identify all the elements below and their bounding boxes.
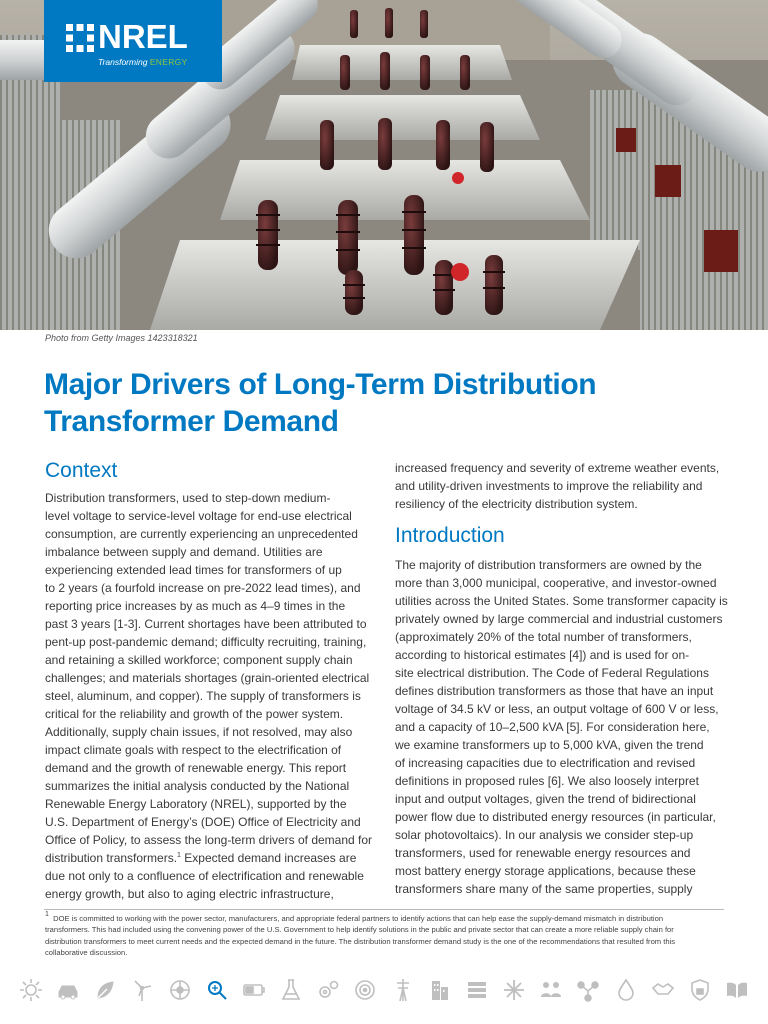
intro-line: utilities across the United States. Some transformer capacity is [395, 594, 728, 608]
intro-line: (approximately 20% of the total number of transformers, [395, 630, 692, 644]
context-line: and utility-driven investments to improve the reliability and [395, 479, 703, 493]
handshake-icon [650, 977, 676, 1003]
intro-line: site electrical distribution. The Code of Federal Regulations [395, 666, 709, 680]
water-drop-icon [613, 977, 639, 1003]
context-line: demand and the growth of renewable energy. This report [45, 761, 347, 775]
context-line: energy growth, but also to aging electric infrastructure, [45, 887, 334, 901]
context-line: Office of Policy, to assess the long-term drivers of demand for [45, 833, 373, 847]
context-line: consumption, are currently experiencing an unprecedented [45, 527, 358, 541]
footnote-line [45, 913, 735, 924]
context-line: past 3 years [1-3]. Current shortages have been attributed to [45, 617, 367, 631]
spark-icon [501, 977, 527, 1003]
context-continued [395, 459, 725, 513]
hydro-icon [167, 977, 193, 1003]
context-line: pent-up post-pandemic demand; difficulty recruiting, training, [45, 635, 367, 649]
gears-icon [315, 977, 341, 1003]
title-line: Major Drivers of Long-Term Distribution [44, 368, 597, 401]
leaf-icon [92, 977, 118, 1003]
footnote-ref[interactable]: 1 [177, 852, 181, 859]
buildings-icon [427, 977, 453, 1003]
footnote-marker: 1 [45, 911, 49, 918]
context-line: increased frequency and severity of extreme weather events, [395, 461, 720, 475]
context-line-text: distribution transformers. [45, 851, 178, 865]
context-line: experiencing extended lead times for transformers of up [45, 563, 342, 577]
people-icon [538, 977, 564, 1003]
wind-turbine-icon [129, 977, 155, 1003]
intro-line: we examine transformers up to 5,000 kVA, given the trend [395, 738, 704, 752]
context-heading: Context [45, 459, 118, 482]
context-line: critical for the reliability and growth of the power system. [45, 707, 344, 721]
intro-line: The majority of distribution transformers are owned by the [395, 558, 702, 572]
brand-wordmark: NREL [98, 18, 188, 55]
context-line: Additionally, supply chain issues, if not resolved, may also [45, 725, 353, 739]
photo-credit: Photo from Getty Images 1423318321 [45, 333, 198, 343]
intro-line: input and output voltages, given the trend of bidirectional [395, 792, 696, 806]
hero-photo [0, 0, 768, 330]
intro-line: according to historical estimates [4]) and is used for on- [395, 648, 690, 662]
nrel-logo [44, 0, 222, 82]
intro-line: defines distribution transformers as those that have an input [395, 684, 714, 698]
context-line: summarizes the initial analysis conducted by the National [45, 779, 350, 793]
shield-icon [687, 977, 713, 1003]
context-line: U.S. Department of Energy’s (DOE) Office of Electricity and [45, 815, 361, 829]
context-line: Renewable Energy Laboratory (NREL), supported by the [45, 797, 347, 811]
context-line: steel, aluminum, and copper). The supply of transformers is [45, 689, 361, 703]
footnote-text: DOE is committed to working with the power sector, manufacturers, and appropriate federal partners to identify actions that can help ease the supply-demand mismatch in distribution [53, 914, 664, 923]
context-line: resiliency of the electricity distribution system. [395, 497, 638, 511]
tagline-highlight: ENERGY [149, 57, 188, 67]
tagline-prefix: Transforming [98, 57, 148, 67]
document-title [44, 366, 724, 440]
car-icon [55, 977, 81, 1003]
context-line: impact climate goals with respect to the electrification of [45, 743, 342, 757]
flask-icon [278, 977, 304, 1003]
context-line: and retaining a skilled workforce; component supply chain [45, 653, 353, 667]
intro-line: solar photovoltaics). In our analysis we consider step-up [395, 828, 694, 842]
intro-line: voltage of 34.5 kV or less, an output voltage of 600 V or less, [395, 702, 719, 716]
brand-tagline [98, 57, 188, 67]
context-line: level voltage to service-level voltage for end-use electrical [45, 509, 352, 523]
battery-icon [241, 977, 267, 1003]
footnote-line: collaborative discussion. [45, 948, 128, 958]
footnote [45, 913, 735, 959]
context-line: imbalance between supply and demand. Utilities are [45, 545, 323, 559]
context-line: challenges; and materials shortages (grain-oriented electrical [45, 671, 370, 685]
nrel-grid-mark-icon [66, 24, 94, 52]
footnote-line: transformers. This had included using the convening power of the U.S. Government to help identify solutions in the public and private sector that can create a more reliable supply chain for [45, 925, 674, 935]
magnifier-icon [204, 977, 230, 1003]
network-icon [575, 977, 601, 1003]
intro-line: power flow due to distributed energy resources (in particular, [395, 810, 716, 824]
context-line: reporting price increases by as much as 4–9 times in the [45, 599, 346, 613]
intro-line: transformers share many of the same properties, supply [395, 882, 693, 896]
context-line-tail: Expected demand increases are [180, 851, 357, 865]
intro-line: definitions in proposed rules [6]. We also loosely interpret [395, 774, 699, 788]
intro-line: most battery energy storage applications, because these [395, 864, 696, 878]
target-icon [352, 977, 378, 1003]
book-icon [724, 977, 750, 1003]
context-body [45, 489, 375, 903]
intro-line: more than 3,000 municipal, cooperative, and investor-owned [395, 576, 717, 590]
introduction-body [395, 556, 728, 898]
context-line: due not only to a confluence of electrification and renewable [45, 869, 364, 883]
intro-line: privately owned by large commercial and industrial customers [395, 612, 723, 626]
footnote-line: distribution transformers to meet current needs and the expected demand in the future. The distribution transformer demand study is the one of the recommendations that resulted from this [45, 936, 676, 946]
introduction-heading: Introduction [395, 524, 505, 547]
footnote-divider [44, 909, 724, 910]
intro-line: of increasing capacities due to electrification and revised [395, 756, 696, 770]
context-line-with-footnote [45, 849, 375, 867]
topic-icon-strip [10, 972, 758, 1008]
power-tower-icon [390, 977, 416, 1003]
intro-line: and a capacity of 10–2,500 kVA [5]. For consideration here, [395, 720, 710, 734]
context-line: Distribution transformers, used to step-down medium- [45, 491, 331, 505]
context-line: to 2 years (a fourfold increase on pre-2022 lead times), and [45, 581, 361, 595]
title-line: Transformer Demand [44, 405, 339, 438]
server-icon [464, 977, 490, 1003]
intro-line: transformers, used for renewable energy resources and [395, 846, 691, 860]
sun-icon [18, 977, 44, 1003]
